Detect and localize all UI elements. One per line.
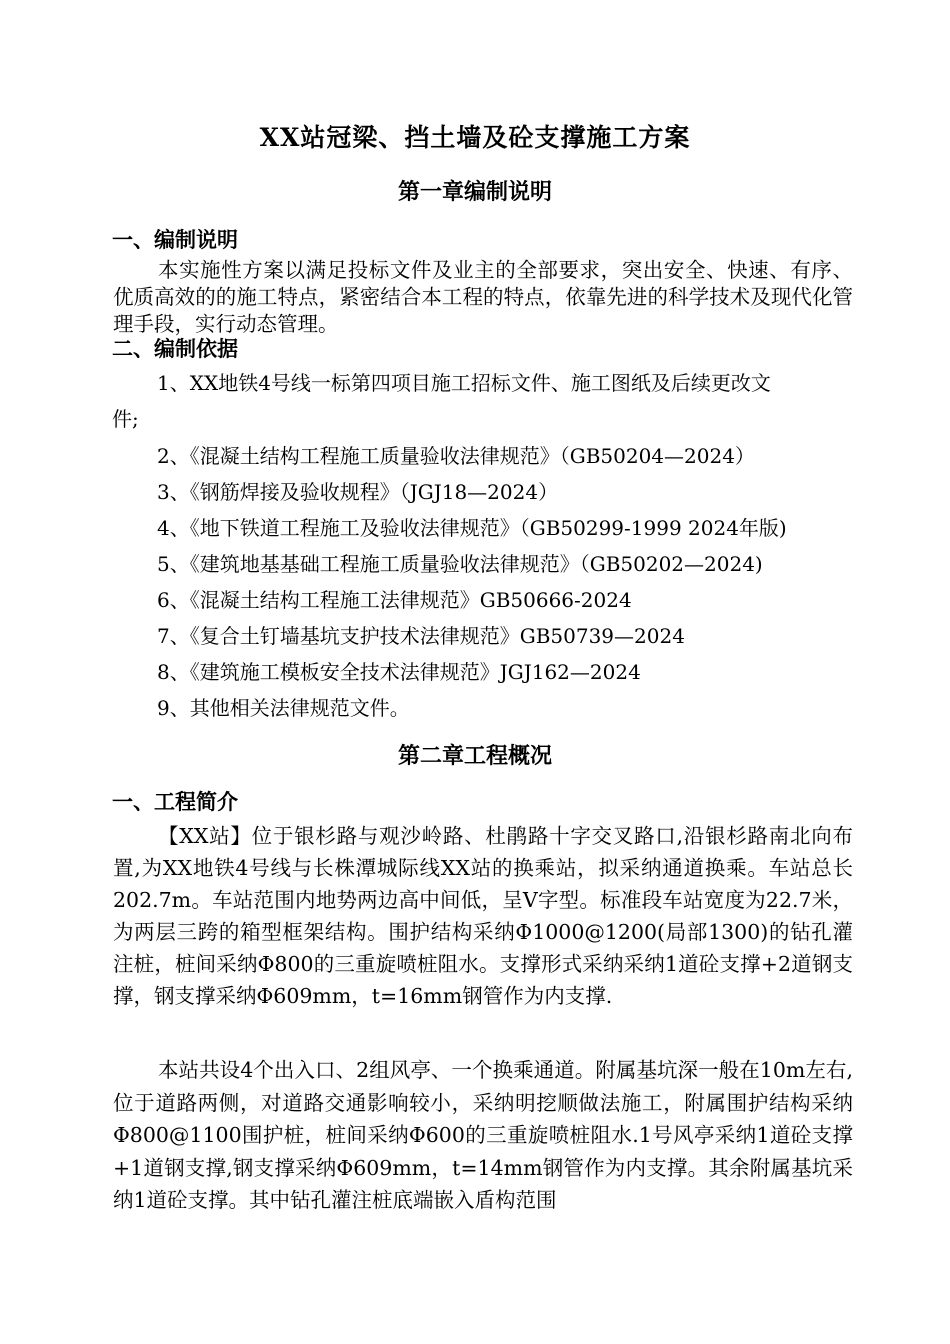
basis-item-6: 6、《混凝土结构工程施工法律规范》GB50666-2024 [157,588,632,612]
chapter-2-heading: 第二章工程概况 [397,743,552,769]
basis-item-1-cont: 件; [112,407,139,431]
basis-item-7: 7、《复合土钉墙基坑支护技术法律规范》GB50739—2024 [157,624,685,648]
basis-item-3: 3、《钢筋焊接及验收规程》（JGJ18—2024） [157,480,559,504]
section-1-2-heading: 二、编制依据 [112,336,238,361]
project-intro-paragraph-1: 【XX站】位于银杉路与观沙岭路、杜鹃路十字交叉路口,沿银杉路南北向布置,为XX地铁4号线与长株潭城际线XX站的换乘站，拟采纳通道换乘。车站总长202.7m。车站范围内地势两边高中间低，呈V字型。标准段车站宽度为22.7米，为两层三跨的箱型框架结构。围护结构采纳Φ1000@1200(局部1300)的钻孔灌注桩，桩间采纳Φ800的三重旋喷桩阻水。支撑形式采纳采纳1道砼支撑+2道钢支撑，钢支撑采纳Φ609mm，t=16mm钢管作为内支撑. [113,824,853,1008]
basis-item-1: 1、XX地铁4号线一标第四项目施工招标文件、施工图纸及后续更改文 [157,371,771,395]
project-intro-paragraph-2: 本站共设4个出入口、2组风亭、一个换乘通道。附属基坑深一般在10m左右,位于道路两侧，对道路交通影响较小，采纳明挖顺做法施工，附属围护结构采纳Φ800@1100围护桩，桩间采纳Φ600的三重旋喷桩阻水.1号风亭采纳1道砼支撑+1道钢支撑,钢支撑采纳Φ609mm，t=14mm钢管作为内支撑。其余附属基坑采纳1道砼支撑。其中钻孔灌注桩底端嵌入盾构范围 [113,1058,853,1212]
basis-item-2: 2、《混凝土结构工程施工质量验收法律规范》（GB50204—2024） [157,444,755,468]
basis-item-5: 5、《建筑地基基础工程施工质量验收法律规范》（GB50202—2024) [157,552,763,576]
section-1-1-heading: 一、编制说明 [112,227,238,252]
basis-item-8: 8、《建筑施工模板安全技术法律规范》JGJ162—2024 [157,660,641,684]
section-2-1-heading: 一、工程简介 [112,789,238,814]
document-title: XX站冠梁、挡土墙及砼支撑施工方案 [259,123,691,152]
basis-item-4: 4、《地下铁道工程施工及验收法律规范》（GB50299-1999 2024年版) [157,516,787,540]
chapter-1-heading: 第一章编制说明 [397,179,552,205]
basis-item-9: 9、其他相关法律规范文件。 [157,696,410,720]
section-1-1-paragraph: 本实施性方案以满足投标文件及业主的全部要求，突出安全、快速、有序、优质高效的的施工特点，紧密结合本工程的特点，依靠先进的科学技术及现代化管理手段，实行动态管理。 [113,258,853,336]
